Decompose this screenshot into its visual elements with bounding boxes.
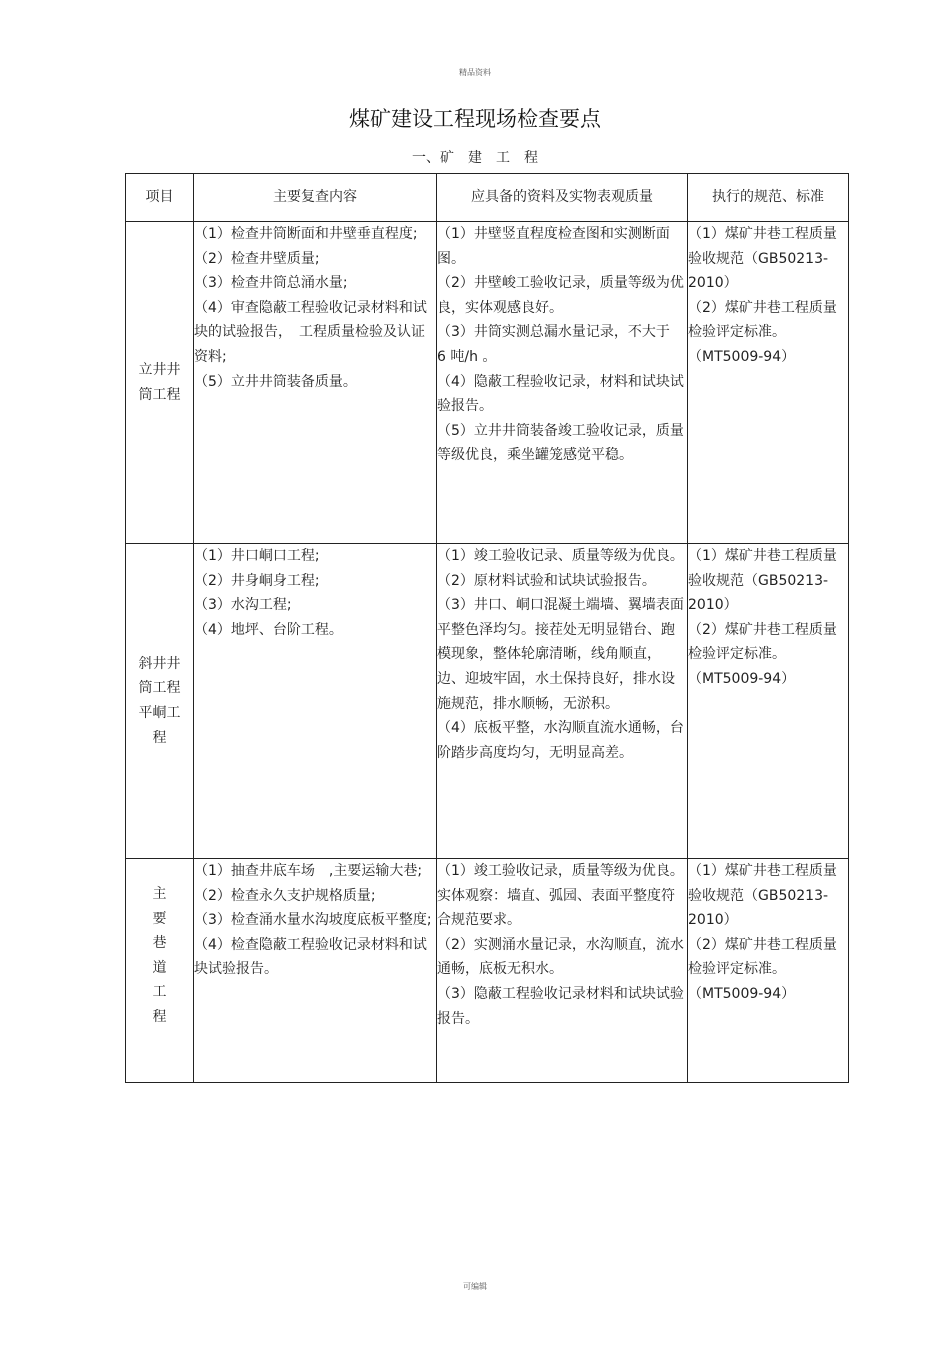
material-item: （4）隐蔽工程验收记录，材料和试块试验报告。 [437, 373, 684, 415]
material-item: （2）实测涌水量记录，水沟顺直，流水通畅，底板无积水。 [437, 936, 684, 978]
header-project: 项目 [126, 174, 194, 222]
content-item: （1）抽查井底车场 ,主要运输大巷; [194, 863, 423, 879]
material-item: （3）隐蔽工程验收记录材料和试块试验报告。 [437, 985, 684, 1027]
content-item: （5）立井井筒装备质量。 [194, 373, 357, 390]
header-materials: 应具备的资料及实物表观质量 [437, 174, 688, 222]
content-item: （3）水沟工程; [194, 597, 292, 614]
project-cell: 主要巷道工程 [126, 859, 194, 1083]
content-item: （4）审查隐蔽工程验收记录材料和试块的试验报告， 工程质量检验及认证资料; [194, 299, 427, 365]
standards-cell [688, 222, 849, 544]
header-note: 精品资料 [459, 68, 491, 77]
project-cell: 斜井井筒工程平峒工程 [126, 544, 194, 859]
content-item: （4）地坪、台阶工程。 [194, 621, 343, 638]
material-item: （3）井筒实测总漏水量记录，不大于 6 吨/h 。 [437, 324, 684, 365]
table-row [126, 222, 849, 544]
material-item: （1）竣工验收记录、质量等级为优良。 [437, 548, 684, 564]
standard-item: （1）煤矿井巷工程质量验收规范（GB50213-2010） [688, 863, 837, 929]
material-item: （5）立井井筒装备竣工验收记录，质量等级优良，乘坐罐笼感觉平稳。 [437, 422, 684, 464]
footer-note: 可编辑 [463, 1282, 487, 1291]
table-row [126, 544, 849, 859]
project-cell: 立井井筒工程 [126, 222, 194, 544]
header-content: 主要复查内容 [194, 174, 437, 222]
material-item: （1）井壁竖直程度检查图和实测断面图。 [437, 226, 670, 267]
content-item: （4）检查隐蔽工程验收记录材料和试块试验报告。 [194, 936, 427, 978]
material-item: （4）底板平整，水沟顺直流水通畅，台阶踏步高度均匀，无明显高差。 [437, 720, 684, 761]
standards-cell [688, 859, 849, 1083]
standards-cell [688, 544, 849, 859]
table-header-row [126, 174, 849, 222]
materials-cell [437, 859, 688, 1083]
header-standards: 执行的规范、标准 [688, 174, 849, 222]
content-item: （3）检查涌水量水沟坡度底板平整度; [194, 912, 432, 929]
material-item: （3）井口、峒口混凝土端墙、翼墙表面平整色泽均匀。接茬处无明显错台、跑模现象，整体轮廓清晰，线角顺直，边、迎坡牢固，水土保持良好，排水设施规范，排水顺畅，无淤积。 [437, 597, 684, 712]
table-row [126, 859, 849, 1083]
content-item: （2）检查永久支护规格质量; [194, 887, 376, 904]
content-cell [194, 859, 437, 1083]
material-item: （2）井壁峻工验收记录，质量等级为优良，实体观感良好。 [437, 275, 684, 316]
content-item: （1）检查井筒断面和井壁垂直程度; [194, 226, 418, 242]
content-cell [194, 544, 437, 859]
content-cell [194, 222, 437, 544]
content-item: （1）井口峒口工程; [194, 548, 320, 564]
material-item: （2）原材料试验和试块试验报告。 [437, 572, 656, 589]
materials-cell [437, 222, 688, 544]
content-item: （2）检查井壁质量; [194, 250, 320, 267]
materials-cell [437, 544, 688, 859]
standard-item: （2）煤矿井巷工程质量检验评定标准。（MT5009-94） [688, 299, 837, 365]
content-item: （2）井身峒身工程; [194, 572, 320, 589]
standard-item: （2）煤矿井巷工程质量检验评定标准。（MT5009-94） [688, 936, 837, 1002]
standard-item: （1）煤矿井巷工程质量验收规范（GB50213-2010） [688, 226, 837, 292]
standard-item: （2）煤矿井巷工程质量检验评定标准。（MT5009-94） [688, 621, 837, 687]
standard-item: （1）煤矿井巷工程质量验收规范（GB50213-2010） [688, 548, 837, 614]
material-item: （1）竣工验收记录，质量等级为优良。实体观察：墙直、弧园、表面平整度符合规范要求。 [437, 863, 684, 929]
document-title: 煤矿建设工程现场检查要点 [349, 107, 601, 131]
inspection-table [125, 173, 849, 1083]
content-item: （3）检查井筒总涌水量; [194, 275, 348, 292]
section-subtitle: 一、矿 建 工 程 [412, 150, 538, 166]
